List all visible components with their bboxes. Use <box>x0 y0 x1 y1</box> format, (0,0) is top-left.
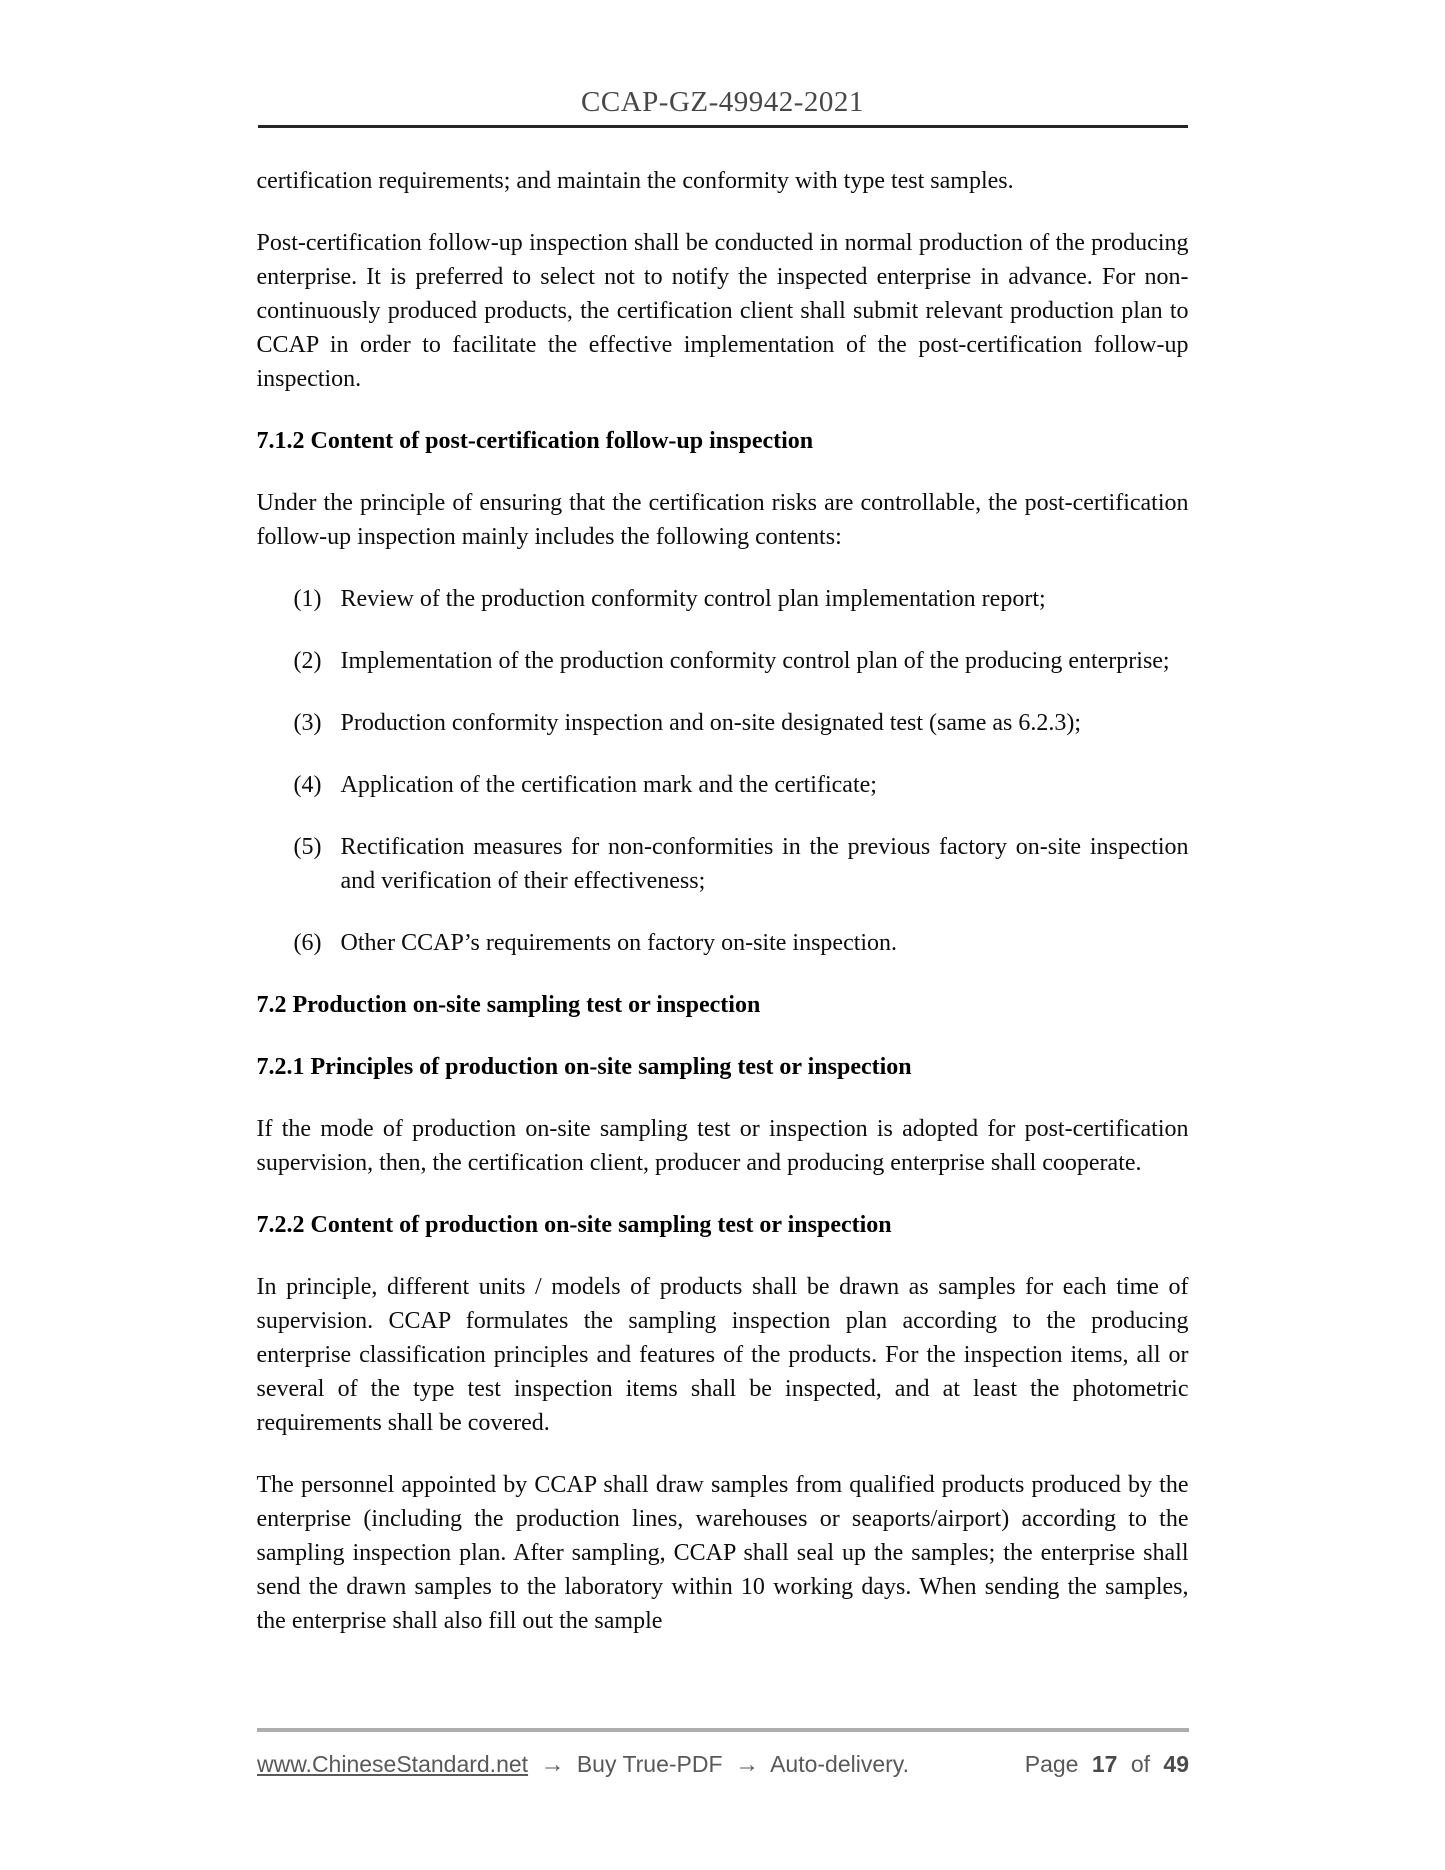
header-rule <box>258 125 1188 128</box>
paragraph: The personnel appointed by CCAP shall draw samples from qualified products produced by the enterprise (including the production lines, warehouses or seaports/airport) according to the sampling inspection plan. After sampling, CCAP shall seal up the samples; the enterprise shall send the drawn samples to the laboratory within 10 working days. When sending the samples, the enterprise shall also fill out the sample <box>256 1472 1189 1634</box>
list-item-number: (5) <box>293 834 322 860</box>
of-label: of <box>1130 1751 1151 1777</box>
page-footer <box>257 1728 1189 1779</box>
page-total: 49 <box>1163 1751 1189 1777</box>
arrow-right-icon: → <box>734 1751 759 1778</box>
doc-number: CCAP-GZ-49942-2021 <box>581 86 864 118</box>
footer-source <box>257 1751 915 1779</box>
list-item-number: (4) <box>293 772 322 798</box>
list-item <box>257 706 1189 740</box>
section-heading-7-2-2: 7.2.2 Content of production on-site sampling test or inspection <box>256 1212 892 1238</box>
page-header <box>0 0 1445 128</box>
list-item <box>257 830 1189 898</box>
list-item-text: Other CCAP’s requirements on factory on-site inspection. <box>340 930 898 956</box>
paragraph: If the mode of production on-site sampling test or inspection is adopted for post-certification supervision, then, the certification client, producer and producing enterprise shall cooperate. <box>256 1116 1189 1176</box>
section-heading-7-2-1: 7.2.1 Principles of production on-site sampling test or inspection <box>256 1054 912 1080</box>
footer-row <box>257 1751 1189 1779</box>
list-item-text: Implementation of the production conformity control plan of the producing enterprise; <box>340 648 1170 674</box>
list-item <box>257 582 1189 616</box>
list-item-number: (6) <box>293 930 322 956</box>
page-current: 17 <box>1091 1751 1118 1777</box>
list-item-text: Review of the production conformity control plan implementation report; <box>340 586 1046 612</box>
paragraph-continuation: certification requirements; and maintain the conformity with type test samples. <box>256 168 1014 194</box>
list-item <box>257 644 1189 678</box>
list-item-text: Production conformity inspection and on-site designated test (same as 6.2.3); <box>340 710 1082 736</box>
list-item <box>257 768 1189 802</box>
section-heading-7-1-2: 7.1.2 Content of post-certification follow-up inspection <box>256 428 814 454</box>
list-item-text: Rectification measures for non-conformities in the previous factory on-site inspection and verification of their effectiveness; <box>340 834 1189 894</box>
arrow-right-icon: → <box>540 1751 565 1778</box>
paragraph: Under the principle of ensuring that the certification risks are controllable, the post-certification follow-up inspection mainly includes the following contents: <box>256 490 1189 550</box>
list-item-number: (3) <box>293 710 322 736</box>
list-item <box>257 926 1189 960</box>
page-indicator <box>1018 1751 1189 1778</box>
list-item-number: (1) <box>293 586 322 612</box>
paragraph: In principle, different units / models of products shall be drawn as samples for each time of supervision. CCAP formulates the sampling inspection plan according to the producing enterprise classification principles and features of the products. For the inspection items, all or several of the type test inspection items shall be inspected, and at least the photometric requirements shall be covered. <box>256 1274 1189 1436</box>
page-label: Page <box>1024 1751 1079 1777</box>
paragraph: Post-certification follow-up inspection shall be conducted in normal production of the producing enterprise. It is preferred to select not to notify the inspected enterprise in advance. For non-continuously produced products, the certification client shall submit relevant production plan to CCAP in order to facilitate the effective implementation of the post-certification follow-up inspection. <box>256 230 1189 392</box>
footer-delivery-text: Auto-delivery. <box>770 1751 909 1777</box>
page-body <box>257 164 1189 1638</box>
list-item-text: Application of the certification mark and the certificate; <box>340 772 877 798</box>
list-item-number: (2) <box>293 648 322 674</box>
section-heading-7-2: 7.2 Production on-site sampling test or inspection <box>256 992 761 1018</box>
footer-buy-text: Buy True-PDF <box>576 1751 723 1777</box>
site-link[interactable]: www.ChineseStandard.net <box>257 1751 529 1777</box>
